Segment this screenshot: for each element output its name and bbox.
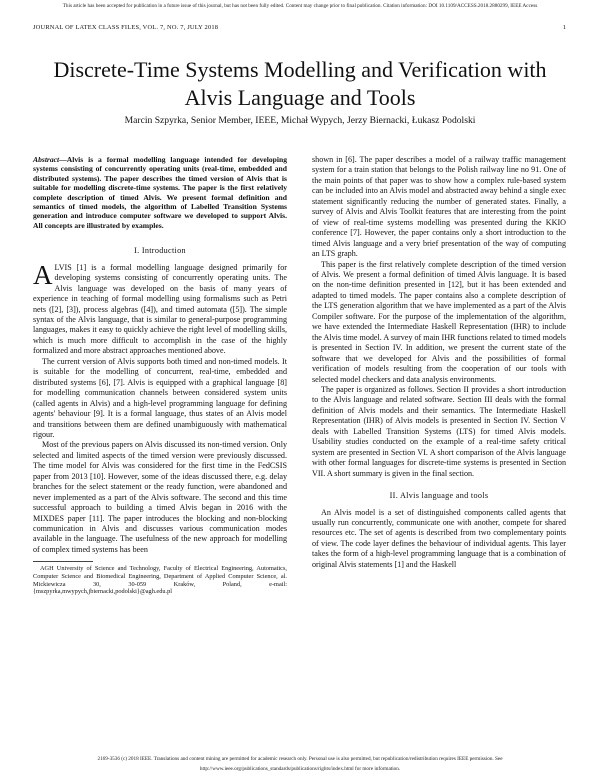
abstract-label: Abstract [33,155,60,164]
intro-paragraph-3: Most of the previous papers on Alvis discussed its non-timed version. Only selected and limited aspects of the timed version were previously discussed. The time model for Alvis was considered for the first time in the FedCSIS paper from 2013 [10]. However, some of the ideas discussed there, e.g. delay branches for the select statement or the ready function, were abandoned and never implemented as a part of the Alvis software. The second and this time successful approach to building a timed Alvis began in 2016 with the MIXDES paper [11]. The paper introduces the blocking and non-blocking communication in Alvis and discusses various communication modes available in the language. The usefulness of the new approach for modelling of complex timed systems has been [33,440,287,554]
right-paragraph-2: This paper is the first relatively complete description of the timed version of Alvis. We present a formal definition of timed Alvis language. It is based on the non-time definition presented in [12], but it has been extended and adapted to timed models. The paper contains also a complete description of the LTS generation algorithm that we have implemented as a part of the Alvis Compiler software. For the purpose of the implementation of the algorithm, we have extended the Intermediate Haskell Representation (IHR) to include the Alvis time model. A survey of main IHR functions related to timed models is presented in Section IV. In addition, we present the current state of the software that we developed for Alvis and the possibilities of formal verification of models resulting from the cooperation of our tools with selected model checkers and data analysis environments. [312,259,566,384]
section-heading-introduction: I. Introduction [134,246,186,256]
abstract [33,155,287,230]
abstract-text: —Alvis is a formal modelling language intended for developing systems consisting of concurrently operating units (real-time, embedded and distributed systems). The paper describes the timed version of Alvis that is suitable for modelling discrete-time systems. The paper is the first relatively complete description of timed Alvis. We present formal definition and semantics of timed models, the algorithm of Labelled Transition Systems generation and introduce computer software we developed to support Alvis. All concepts are illustrated by examples. [33,155,287,230]
left-column [33,155,287,596]
intro-paragraph-1-text: LVIS [1] is a formal modelling language designed primarily for developing systems consisting of concurrently operating units. The Alvis language was developed on the basis of many years of experience in teaching of formal modelling using formalisms such as Petri nets ([2], [3]), process algebras ([4]), and timed automata ([5]). The simple syntax of the Alvis language, that is similar to general-purpose programming languages, makes it easy to quickly achieve the right level of modelling skills, which is much more difficult to accomplish in the case of the highly formalized and more abstract approaches mentioned above. [33,262,287,356]
right-paragraph-4: An Alvis model is a set of distinguished components called agents that usually run concurrently, communicate one with another, compete for shared resources etc. The set of agents is described from two complementary points of view. The code layer defines the behaviour of individual agents. This layer takes the form of a high-level programming language that is a combination of original Alvis statements [1] and the Haskell [312,507,566,569]
right-paragraph-1: shown in [6]. The paper describes a model of a railway traffic management system for a train station that belongs to the Polish railway line no 91. One of the main points of that paper was to show how a complex rule-based system can be included into an Alvis model and abstracted away behind a single exec statement significantly reducing the number of generated states. Finally, a survey of Alvis and Alvis Toolkit features that are interesting from the point of view of real-time systems modelling was presented during the KKIO conference [7]. However, the paper contains only a short introduction to the timed Alvis language and a very brief presentation of the way of computing an LTS graph. [312,155,566,259]
right-paragraph-3: The paper is organized as follows. Section II provides a short introduction to the Alvis language and related software. Section III deals with the formal definition of Alvis models and their semantics. The Intermediate Haskell Representation (IHR) of Alvis models is presented in Section IV. Section V deals with Labelled Transition Systems (LTS) for timed Alvis models. Usability studies conducted on the example of a real-time safety critical system are presented in Section VI. A short comparison of the Alvis language with other formal languages for discrete-time systems is presented in Section VII. A short summary is given in the final section. [312,384,566,478]
drop-cap: A [33,259,53,290]
affiliation-footnote: AGH University of Science and Technology, Faculty of Electrical Engineering, Automatics, Computer Science and Biomedical Engineering, Department of Applied Computer Science, al. Mickiewicza 30, 30-059 Kraków, Poland, e-mail: {mszpyrka,mwypych,jbiernacki,podolski}@agh.edu.pl [33,565,287,596]
running-head: JOURNAL OF LATEX CLASS FILES, VOL. 7, NO. 7, JULY 2018 [33,24,219,31]
paper-title: Discrete-Time Systems Modelling and Verification with Alvis Language and Tools [53,57,547,110]
right-column [312,155,566,570]
copyright-footer: 2169-3536 (c) 2018 IEEE. Translations and content mining are permitted for academic research only. Personal use is also permitted, but republication/redistribution requires IEEE permission. See [97,756,503,762]
footnote-rule [33,561,93,562]
author-list: Marcin Szpyrka, Senior Member, IEEE, Michał Wypych, Jerzy Biernacki, Łukasz Podolski [124,115,476,126]
page-number: 1 [562,24,566,31]
publication-banner: This article has been accepted for publication in a future issue of this journal, but has not been fully edited. Content may change prior to final publication. Citation information: DOI 10.1109/ACCESS.2018.2880299, IEEE Access [62,3,538,9]
intro-paragraph-2: The current version of Alvis supports both timed and non-timed models. It is suitable for the modelling of concurrent, real-time, embedded and distributed systems [6], [7]. Alvis is equipped with a graphical language [8] for modelling communication channels between considered system units (called agents in Alvis) and a high-level programming language for defining agents' behaviour [9]. It is a formal language, thus states of an Alvis model and transitions between them are defined unambiguously with mathematical rigour. [33,356,287,439]
intro-paragraph-1 [33,259,287,357]
rights-link-footer[interactable]: http://www.ieee.org/publications_standards/publications/rights/index.html for more information. [199,766,401,772]
section-heading-alvis-language: II. Alvis language and tools [389,491,489,501]
